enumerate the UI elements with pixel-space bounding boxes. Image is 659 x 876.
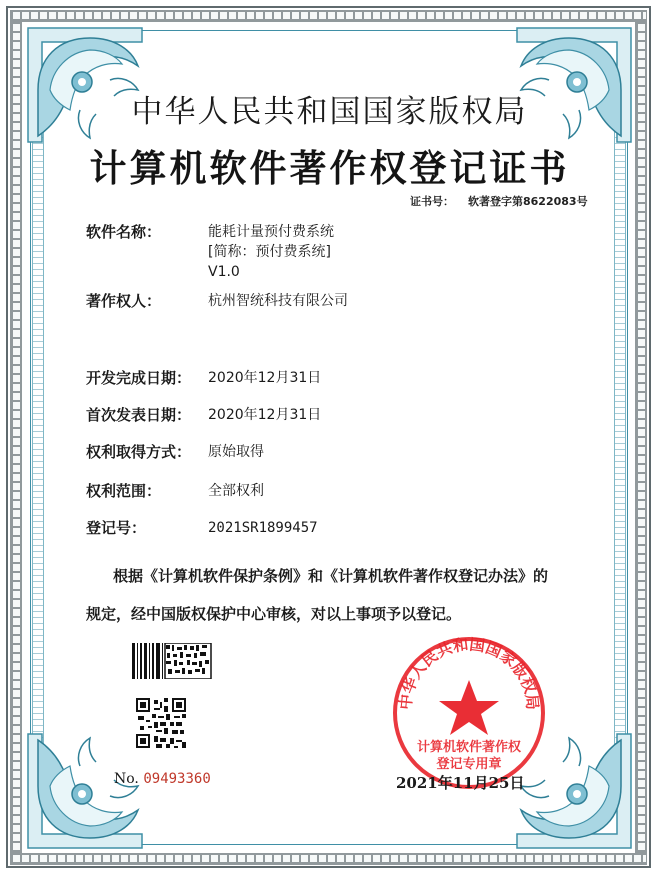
software-name-line: 能耗计量预付费系统 xyxy=(208,224,334,240)
first-publication-date-label: 首次发表日期： xyxy=(86,406,192,424)
rights-scope-label: 权利范围： xyxy=(86,482,162,500)
software-name-value xyxy=(208,222,334,282)
software-name-short-line: [简称：预付费系统] xyxy=(208,244,331,260)
acquisition-method-label: 权利取得方式： xyxy=(86,443,192,461)
official-seal xyxy=(391,635,547,791)
software-name-label: 软件名称： xyxy=(86,223,162,241)
statement-line-1: 根据《计算机软件保护条例》和《计算机软件著作权登记办法》的 xyxy=(113,567,549,585)
copyright-owner-label: 著作权人： xyxy=(86,292,162,310)
first-publication-date-value: 2020年12月31日 xyxy=(208,407,322,423)
serial-number xyxy=(114,771,211,787)
barcode-image xyxy=(132,643,212,679)
qr-code-image xyxy=(136,698,186,748)
seal-inner-line-2: 登记专用章 xyxy=(436,757,502,772)
serial-number-value: 09493360 xyxy=(143,771,211,787)
seal-star-icon xyxy=(439,680,499,735)
certificate-number-label: 证书号： xyxy=(410,195,454,208)
registration-number-value: 2021SR1899457 xyxy=(208,520,318,536)
certificate-title: 计算机软件著作权登记证书 xyxy=(89,146,570,190)
copyright-owner-value: 杭州智统科技有限公司 xyxy=(208,293,348,309)
completion-date-label: 开发完成日期： xyxy=(86,369,192,387)
issue-date: 2021年11月25日 xyxy=(396,774,525,792)
right-ornament-strip xyxy=(614,130,626,750)
rights-scope-value: 全部权利 xyxy=(208,483,264,499)
left-ornament-strip xyxy=(32,130,44,750)
statement-line-2: 规定，经中国版权保护中心审核，对以上事项予以登记。 xyxy=(86,605,462,623)
certificate-number xyxy=(410,193,588,209)
issuer-heading: 中华人民共和国国家版权局 xyxy=(131,94,528,130)
serial-prefix: No. xyxy=(114,771,139,787)
software-version-line: V1.0 xyxy=(208,264,240,280)
certificate-number-value: 软著登字第8622083号 xyxy=(468,195,588,208)
acquisition-method-value: 原始取得 xyxy=(208,444,264,460)
seal-outer-text: 中华人民共和国国家版权局 xyxy=(396,635,542,711)
corner-ornament-bottom-left xyxy=(20,726,150,856)
registration-number-label: 登记号： xyxy=(86,519,147,537)
completion-date-value: 2020年12月31日 xyxy=(208,370,322,386)
seal-inner-line-1: 计算机软件著作权 xyxy=(416,740,522,755)
